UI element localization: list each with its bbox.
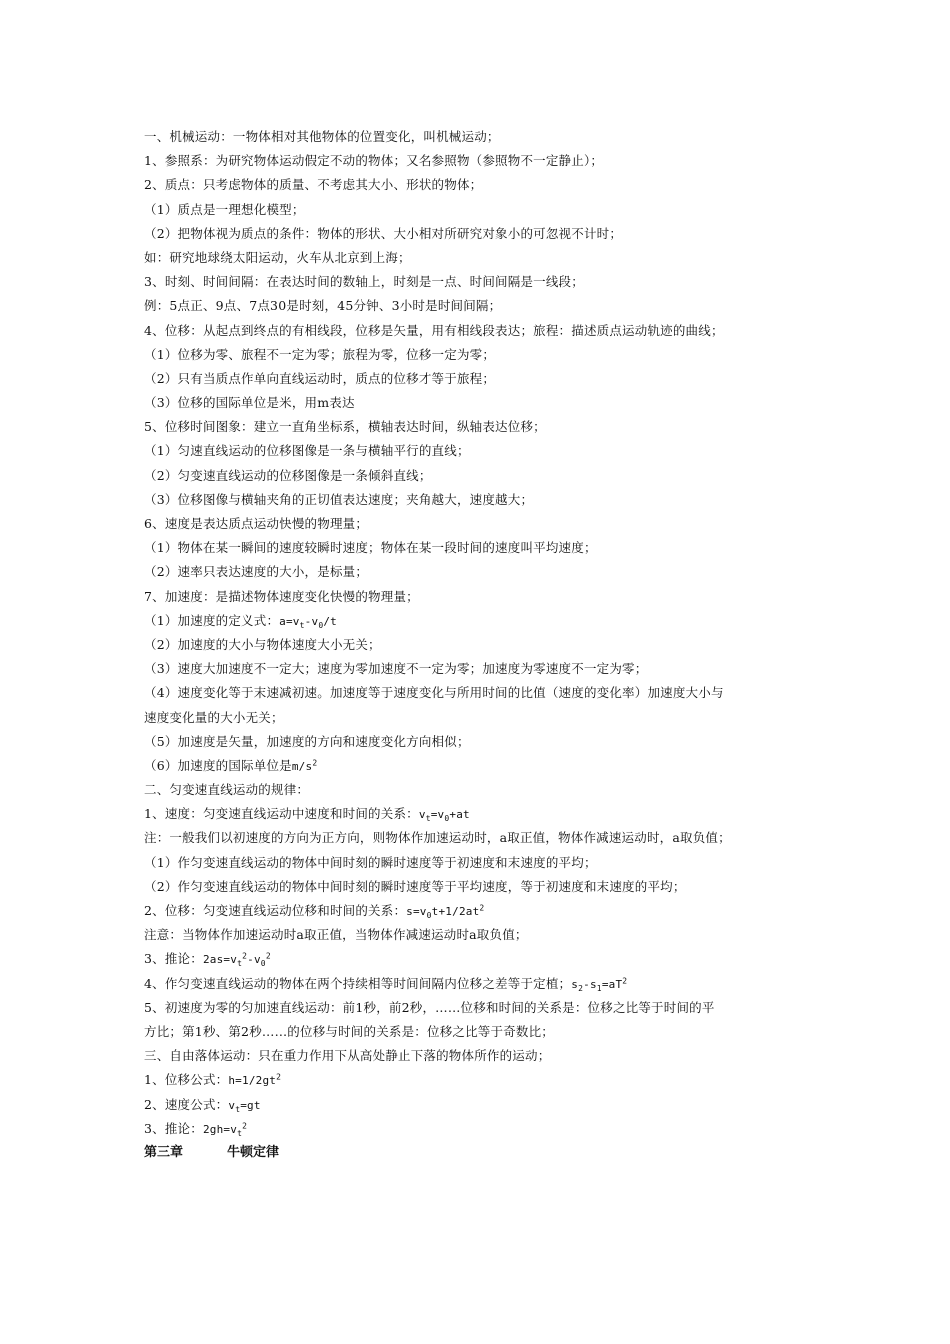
text-line: （2）把物体视为质点的条件：物体的形状、大小相对所研究对象小的可忽视不计时； [144,225,623,241]
formula-superscript: 2 [312,758,318,768]
line-text: 1、速度：匀变速直线运动中速度和时间的关系： [144,806,419,822]
text-line: 如：研究地球绕太阳运动，火车从北京到上海； [144,249,411,265]
formula-superscript: 2 [242,951,248,961]
text-line: 7、加速度：是描述物体速度变化快慢的物理量； [144,588,419,604]
text-line: （2）加速度的大小与物体速度大小无关； [144,636,381,652]
text-line: （3）位移的国际单位是米，用m表达 [144,395,355,411]
text-line: 注：一般我们以初速度的方向为正方向，则物体作加速运动时，a取正值，物体作减速运动时，a取负值； [144,830,731,846]
text-line: （5）加速度是矢量，加速度的方向和速度变化方向相似； [144,733,470,749]
text-line: （2）速率只表达速度的大小，是标量； [144,564,369,580]
unit-formula [292,760,318,773]
formula-part: -v [304,614,319,628]
line-text: 3、推论： [144,951,203,967]
text-line: 1、参照系：为研究物体运动假定不动的物体；又名参照物（参照物不一定静止）； [144,153,604,169]
formula-part: +at [449,808,470,822]
text-line: （2）只有当质点作单向直线运动时，质点的位移才等于旅程； [144,370,496,386]
text-line: 3、时刻、时间间隔：在表达时间的数轴上，时刻是一点、时间间隔是一线段； [144,274,584,290]
document-body [144,125,814,1165]
text-line: （3）位移图像与横轴夹角的正切值表达速度；夹角越大，速度越大； [144,491,534,507]
text-line: 方比；第1秒、第2秒……的位移与时间的关系是：位移之比等于奇数比； [144,1023,555,1039]
formula-part: v [228,1098,236,1112]
formula-subscript: 1 [596,983,602,993]
text-line: （2）匀变速直线运动的位移图像是一条倾斜直线； [144,467,432,483]
text-line: （1）匀速直线运动的位移图像是一条与横轴平行的直线； [144,443,470,459]
displacement-formula [406,903,485,921]
formula-part: m/s [291,759,313,773]
text-line: 5、初速度为零的匀加速直线运动：前1秒，前2秒，……位移和时间的关系是：位移之比等于时间的平 [144,999,715,1015]
formula-subscript: t [237,959,243,969]
formula-subscript: 0 [444,814,450,824]
line-text: 4、作匀变速直线运动的物体在两个持续相等时间间隔内位移之差等于定植； [144,975,572,991]
formula-subscript: 2 [578,983,584,993]
text-line: （2）作匀变速直线运动的物体中间时刻的瞬时速度等于平均速度，等于初速度和末速度的平均； [144,878,686,894]
text-line: （1）质点是一理想化模型； [144,201,305,217]
text-line: （1）作匀变速直线运动的物体中间时刻的瞬时速度等于初速度和末速度的平均； [144,854,597,870]
formula-superscript: 2 [242,1121,248,1131]
section-heading: 三、自由落体运动：只在重力作用下从高处静止下落的物体所作的运动； [144,1048,551,1064]
freefall-velocity-formula [228,1099,260,1112]
text-line: 2、质点：只考虑物体的质量、不考虑其大小、形状的物体； [144,177,483,193]
text-line: 6、速度是表达质点运动快慢的物理量； [144,516,369,531]
chapter-title: 牛顿定律 [227,1144,280,1160]
formula-subscript: t [299,620,305,630]
text-line: 一、机械运动：一物体相对其他物体的位置变化，叫机械运动； [144,129,500,144]
formula-superscript: 2 [265,951,271,961]
text-line: 例：5点正、9点、7点30是时刻，45分钟、3小时是时间间隔； [144,298,502,314]
formula-subscript: t [237,1128,243,1138]
text-line: （4）速度变化等于末速减初速。加速度等于速度变化与所用时间的比值（速度的变化率）加速度大小与 [144,685,724,701]
formula-part: a=v [279,614,300,628]
line-text: （6）加速度的国际单位是 [144,757,292,773]
formula-subscript: t [425,814,431,824]
line-text: 2、位移：匀变速直线运动位移和时间的关系： [144,903,407,918]
formula-part: /t [323,614,337,628]
line-text: 3、推论： [144,1120,203,1136]
freefall-inference-formula [203,1123,247,1136]
difference-line [144,972,814,996]
velocity-line [144,802,814,826]
freefall-displacement-line [144,1068,814,1092]
text-line: （1）位移为零、旅程不一定为零；旅程为零，位移一定为零； [144,346,496,362]
chapter-heading [144,1141,814,1165]
formula-part: s=v [406,905,427,918]
difference-formula [571,975,628,993]
formula-part: s [571,977,579,991]
accel-definition-line [144,609,814,633]
line-text: 2、速度公式： [144,1096,229,1112]
text-line: 5、位移时间图象：建立一直角坐标系，横轴表达时间，纵轴表达位移； [144,419,546,435]
section-heading: 二、匀变速直线运动的规律： [144,782,310,798]
formula-subscript: 0 [426,911,432,921]
accel-formula [279,615,337,628]
freefall-inference-line [144,1117,814,1141]
formula-superscript: 2 [276,1072,282,1082]
inference-formula [202,951,271,969]
line-text: 1、位移公式： [144,1072,229,1088]
freefall-velocity-line [144,1093,814,1117]
formula-part: h=1/2gt [228,1074,277,1088]
formula-part: 2gh=v [202,1122,238,1136]
formula-part: =aT [601,977,623,991]
formula-part: =gt [240,1098,261,1112]
inference-line [144,947,814,971]
formula-superscript: 2 [479,903,485,913]
text-line: 注意：当物体作加速运动时a取正值，当物体作减速运动时a取负值； [144,927,528,943]
accel-unit-line [144,754,814,778]
formula-subscript: 0 [260,959,266,969]
formula-part: -v [247,953,261,967]
formula-part: =v [430,808,445,822]
text-line: 速度变化量的大小无关； [144,709,284,725]
chapter-label: 第三章 [144,1144,184,1160]
formula-part: -s [583,977,597,991]
text-line: （1）物体在某一瞬间的速度较瞬时速度；物体在某一段时间的速度叫平均速度； [144,540,597,556]
text-line: 4、位移：从起点到终点的有相线段，位移是矢量，用有相线段表达；旅程：描述质点运动轨迹的曲线； [144,322,724,338]
freefall-displacement-formula [228,1074,281,1087]
formula-part: 2as=v [202,953,238,967]
displacement-line [144,899,814,923]
velocity-formula [418,808,470,824]
formula-superscript: 2 [622,975,628,985]
text-line: （3）速度大加速度不一定大；速度为零加速度不一定为零；加速度为零速度不一定为零； [144,661,648,677]
line-text: （1）加速度的定义式： [144,612,280,628]
formula-subscript: t [235,1104,241,1114]
formula-part: t+1/2at [431,905,480,918]
formula-part: v [418,808,426,822]
formula-subscript: 0 [318,620,324,630]
